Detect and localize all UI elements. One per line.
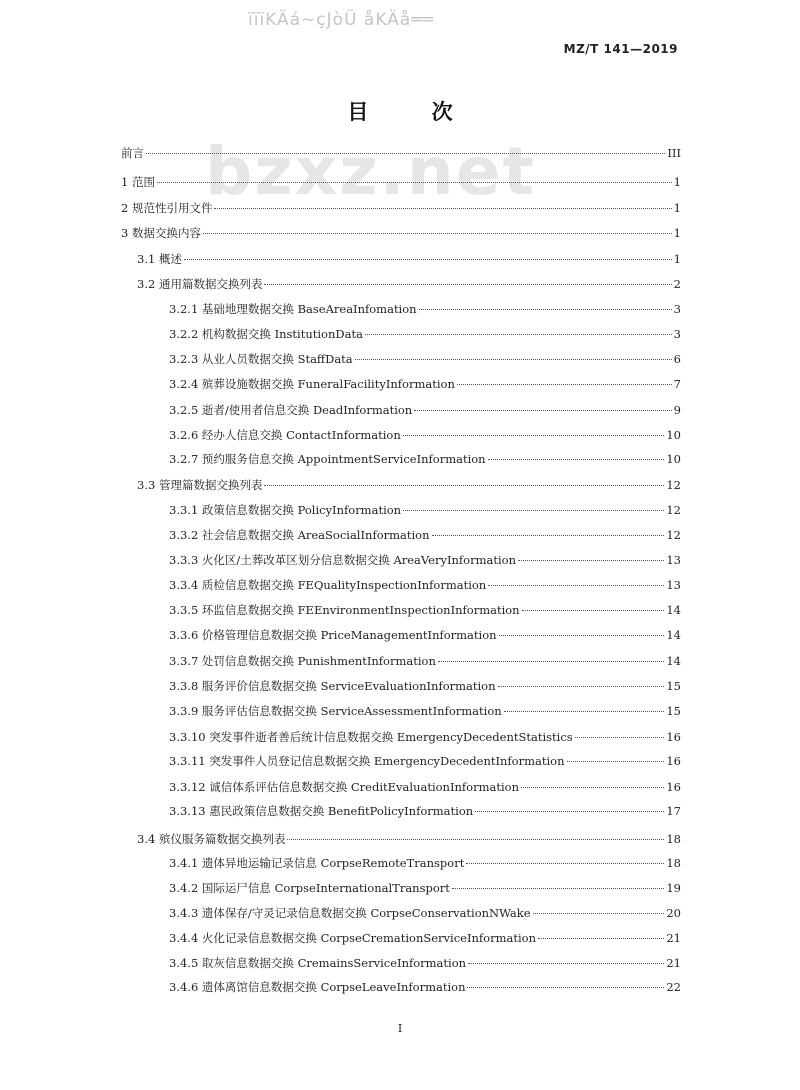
toc-entry-label: 3.3.4 质检信息数据交换 FEQualityInspectionInformation <box>169 578 487 592</box>
garbled-header-text: ïïïKÄá~çJòÜ åKÄå══ <box>248 10 434 30</box>
toc-leader-dots <box>203 233 672 234</box>
toc-entry[interactable] <box>169 503 681 517</box>
toc-entry[interactable] <box>169 804 681 818</box>
toc-entry[interactable] <box>137 277 681 291</box>
toc-entry[interactable] <box>169 679 681 693</box>
toc-leader-dots <box>533 913 665 914</box>
toc-entry-page: 16 <box>666 780 681 794</box>
toc-entry-label: 3.4.1 遗体异地运输记录信息 CorpseRemoteTransport <box>169 856 465 870</box>
toc-entry-label: 3.1 概述 <box>137 252 182 266</box>
toc-entry-page: 12 <box>666 478 681 492</box>
toc-entry[interactable] <box>169 754 681 768</box>
toc-entry-page: 3 <box>673 302 681 316</box>
toc-entry[interactable] <box>169 327 681 341</box>
toc-leader-dots <box>438 661 664 662</box>
toc-entry-label: 3.2.5 逝者/使用者信息交换 DeadInformation <box>169 403 413 417</box>
toc-entry-page: 14 <box>666 654 681 668</box>
toc-entry-label: 前言 <box>121 146 144 160</box>
toc-entry-page: 1 <box>673 252 681 266</box>
toc-entry-page: 1 <box>673 201 681 215</box>
toc-entry-label: 3.2.4 殡葬设施数据交换 FuneralFacilityInformation <box>169 377 455 391</box>
toc-leader-dots <box>403 435 665 436</box>
toc-leader-dots <box>488 585 664 586</box>
toc-entry-label: 3.2.1 基础地理数据交换 BaseAreaInfomation <box>169 302 417 316</box>
toc-entry[interactable] <box>169 428 681 442</box>
toc-entry-page: 21 <box>666 931 681 945</box>
toc-leader-dots <box>575 737 665 738</box>
toc-entry[interactable] <box>137 832 681 846</box>
toc-entry-label: 3.3.9 服务评估信息数据交换 ServiceAssessmentInformation <box>169 704 502 718</box>
toc-entry-page: 16 <box>666 730 681 744</box>
toc-entry-page: 19 <box>666 881 681 895</box>
toc-entry[interactable] <box>169 578 681 592</box>
toc-entry[interactable] <box>121 201 681 215</box>
toc-leader-dots <box>287 839 664 840</box>
toc-entry-label: 3.3.6 价格管理信息数据交换 PriceManagementInformation <box>169 628 497 642</box>
toc-entry[interactable] <box>169 906 681 920</box>
toc-entry-label: 3.3.2 社会信息数据交换 AreaSocialInformation <box>169 528 430 542</box>
toc-entry-label: 3.3.7 处罚信息数据交换 PunishmentInformation <box>169 654 436 668</box>
toc-entry-page: 16 <box>666 754 681 768</box>
toc-entry[interactable] <box>169 956 681 970</box>
toc-leader-dots <box>214 208 671 209</box>
toc-leader-dots <box>452 888 664 889</box>
toc-leader-dots <box>468 963 664 964</box>
toc-entry-label: 3.4.5 取灰信息数据交换 CremainsServiceInformation <box>169 956 467 970</box>
toc-entry[interactable] <box>121 226 681 240</box>
toc-entry-page: 6 <box>673 352 681 366</box>
watermark: bzxz.net <box>205 133 537 210</box>
toc-entry[interactable] <box>169 931 681 945</box>
toc-entry-label: 1 范围 <box>121 175 155 189</box>
toc-entry-label: 3.2.2 机构数据交换 InstitutionData <box>169 327 363 341</box>
toc-leader-dots <box>488 459 665 460</box>
toc-entry-page: 13 <box>666 553 681 567</box>
toc-entry[interactable] <box>169 856 681 870</box>
toc-entry-page: 14 <box>666 603 681 617</box>
toc-leader-dots <box>184 259 672 260</box>
toc-entry[interactable] <box>121 146 681 160</box>
toc-entry-page: 1 <box>673 226 681 240</box>
toc-entry[interactable] <box>169 553 681 567</box>
toc-leader-dots <box>504 711 665 712</box>
toc-entry-label: 3.3 管理篇数据交换列表 <box>137 478 263 492</box>
toc-entry-label: 3.3.3 火化区/土葬改革区划分信息数据交换 AreaVeryInformation <box>169 553 516 567</box>
toc-leader-dots <box>457 384 672 385</box>
toc-leader-dots <box>157 182 672 183</box>
toc-entry-page: 9 <box>673 403 681 417</box>
toc-entry-label: 3.3.13 惠民政策信息数据交换 BenefitPolicyInformation <box>169 804 474 818</box>
toc-entry-page: 13 <box>666 578 681 592</box>
toc-entry-page: 1 <box>673 175 681 189</box>
toc-entry-page: 15 <box>666 679 681 693</box>
toc-entry-label: 3.3.12 诚信体系评估信息数据交换 CreditEvaluationInformation <box>169 780 519 794</box>
toc-leader-dots <box>264 485 664 486</box>
standard-code: MZ/T 141—2019 <box>563 42 678 56</box>
toc-entry-page: 17 <box>666 804 681 818</box>
toc-entry-page: 12 <box>666 528 681 542</box>
toc-entry[interactable] <box>169 603 681 617</box>
toc-entry-page: 10 <box>666 452 681 466</box>
toc-leader-dots <box>414 410 671 411</box>
toc-leader-dots <box>475 811 664 812</box>
toc-entry[interactable] <box>169 628 681 642</box>
toc-entry[interactable] <box>169 403 681 417</box>
toc-entry-label: 3.4.2 国际运尸信息 CorpseInternationalTransport <box>169 881 450 895</box>
toc-leader-dots <box>567 761 665 762</box>
toc-entry[interactable] <box>169 302 681 316</box>
toc-leader-dots <box>518 560 664 561</box>
toc-leader-dots <box>264 284 671 285</box>
toc-leader-dots <box>499 635 665 636</box>
toc-entry[interactable] <box>169 377 681 391</box>
toc-entry-label: 3.3.10 突发事件逝者善后统计信息数据交换 EmergencyDecedentStatistics <box>169 730 573 744</box>
toc-entry-page: 20 <box>666 906 681 920</box>
toc-entry-label: 3.4.3 遗体保存/守灵记录信息数据交换 CorpseConservationNWake <box>169 906 531 920</box>
toc-entry[interactable] <box>169 730 681 744</box>
toc-leader-dots <box>522 610 665 611</box>
toc-entry-label: 3 数据交换内容 <box>121 226 201 240</box>
toc-entry-label: 3.3.8 服务评价信息数据交换 ServiceEvaluationInformation <box>169 679 496 693</box>
toc-entry-label: 3.3.11 突发事件人员登记信息数据交换 EmergencyDecedentInformation <box>169 754 565 768</box>
toc-entry-page: 18 <box>666 832 681 846</box>
toc-entry-page: 2 <box>673 277 681 291</box>
toc-entry-label: 3.2.6 经办人信息交换 ContactInformation <box>169 428 401 442</box>
toc-leader-dots <box>403 510 664 511</box>
toc-entry-page: 10 <box>666 428 681 442</box>
toc-entry[interactable] <box>121 175 681 189</box>
toc-entry-label: 3.4.6 遗体离馆信息数据交换 CorpseLeaveInformation <box>169 980 466 994</box>
page-title: 目 次 <box>347 100 481 124</box>
toc-entry-label: 3.3.5 环监信息数据交换 FEEnvironmentInspectionInformation <box>169 603 520 617</box>
toc-leader-dots <box>355 359 672 360</box>
toc-entry-page: 21 <box>666 956 681 970</box>
toc-leader-dots <box>466 863 664 864</box>
toc-leader-dots <box>498 686 665 687</box>
toc-entry[interactable] <box>169 881 681 895</box>
toc-leader-dots <box>365 334 672 335</box>
toc-entry[interactable] <box>137 478 681 492</box>
toc-entry-label: 3.2.7 预约服务信息交换 AppointmentServiceInformation <box>169 452 486 466</box>
toc-leader-dots <box>432 535 665 536</box>
toc-entry-label: 3.2.3 从业人员数据交换 StaffData <box>169 352 353 366</box>
toc-entry-page: 15 <box>666 704 681 718</box>
toc-entry-page: 3 <box>673 327 681 341</box>
toc-entry[interactable] <box>169 654 681 668</box>
toc-entry-label: 2 规范性引用文件 <box>121 201 213 215</box>
toc-entry-page: 22 <box>666 980 681 994</box>
toc-entry[interactable] <box>169 980 681 994</box>
toc-leader-dots <box>521 787 664 788</box>
toc-entry[interactable] <box>169 780 681 794</box>
toc-entry-page: 18 <box>666 856 681 870</box>
toc-entry-page: 7 <box>673 377 681 391</box>
toc-entry-label: 3.3.1 政策信息数据交换 PolicyInformation <box>169 503 402 517</box>
toc-leader-dots <box>146 153 665 154</box>
toc-leader-dots <box>538 938 664 939</box>
toc-entry[interactable] <box>137 252 681 266</box>
page-number: I <box>397 1022 403 1035</box>
toc-entry[interactable] <box>169 352 681 366</box>
toc-leader-dots <box>467 987 664 988</box>
toc-entry-page: 14 <box>666 628 681 642</box>
toc-entry-label: 3.4 殡仪服务篇数据交换列表 <box>137 832 286 846</box>
toc-leader-dots <box>419 309 672 310</box>
toc-entry-page: 12 <box>666 503 681 517</box>
toc-entry-label: 3.2 通用篇数据交换列表 <box>137 277 263 291</box>
toc-entry[interactable] <box>169 704 681 718</box>
toc-entry[interactable] <box>169 528 681 542</box>
toc-entry-page: III <box>667 146 681 160</box>
toc-entry[interactable] <box>169 452 681 466</box>
toc-entry-label: 3.4.4 火化记录信息数据交换 CorpseCremationServiceInformation <box>169 931 536 945</box>
